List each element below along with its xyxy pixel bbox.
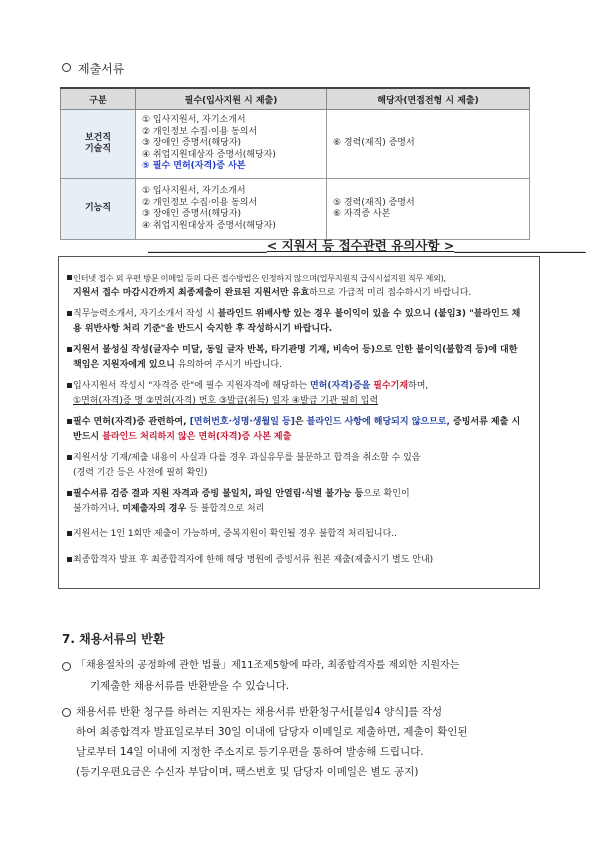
category-cell: 기능직	[61, 179, 136, 240]
notice-item: 최종합격자 발표 후 최종합격자에 한해 해당 병원에 증빙서류 원본 제출(제출시기 별도 안내)	[73, 553, 525, 568]
notice-item: 인터넷 접수 외 우편 방문 이메일 등의 다른 접수방법은 인정하지 않으며(업무지원직 급식시설지원 직무 제외), 지원서 접수 마감시간까지 최종제출이 완료된 지원서만 유효하므로 가급적 미리 접수하시기 바랍니다.	[73, 271, 525, 301]
notice-item: 직무능력소개서, 자기소개서 작성 시 블라인드 위배사항 있는 경우 불이익이 있을 수 있으니 (붙임3) "블라인드 채용 위반사항 처리 기준"을 반드시 숙지한 후 작성하시기 바랍니다.	[73, 307, 525, 337]
section7-title: 7. 채용서류의 반환	[62, 632, 165, 646]
square-bullet-icon	[67, 557, 72, 562]
square-bullet-icon	[67, 347, 72, 352]
category-cell: 보건직 기술직	[61, 110, 136, 179]
required-docs-cell: ① 입사지원서, 자기소개서 ② 개인정보 수집·이용 동의서 ③ 장애인 증명서(해당자) ④ 취업지원대상자 증명서(해당자)	[136, 179, 327, 240]
documents-table	[60, 87, 530, 240]
square-bullet-icon	[67, 383, 72, 388]
notice-title: ___________________< 지원서 등 접수관련 유의사항 >_____________________	[148, 238, 586, 253]
circle-bullet-icon	[62, 708, 71, 717]
notice-item: 지원서상 기재/제출 내용이 사실과 다를 경우 과실유무를 불문하고 합격을 취소할 수 있음 (경력 기간 등은 사전에 필히 확인)	[73, 451, 525, 481]
section7-paragraph: 「채용절차의 공정화에 관한 법률」제11조제5항에 따라, 최종합격자를 제외한 지원자는 기제출한 채용서류를 반환받을 수 있습니다.	[62, 656, 542, 696]
notice-item: 필수 면허(자격)증 관련하여, [면허번호·성명·생월일 등]은 블라인드 사항에 해당되지 않으므로, 증빙서류 제출 시 반드시 블라인드 처리하지 않은 면허(자격)증 사본 제출	[73, 415, 525, 445]
table-row	[61, 179, 530, 240]
square-bullet-icon	[67, 455, 72, 460]
notice-item: 필수서류 검증 결과 지원 자격과 증빙 불일치, 파일 안열림·식별 불가능 등으로 확인이 불가하거나, 미제출자의 경우 등 불합격으로 처리	[73, 487, 525, 517]
applicable-docs-cell: ⑥ 경력(재직) 증명서	[327, 110, 530, 179]
square-bullet-icon	[67, 531, 72, 536]
circle-bullet-icon	[62, 662, 71, 671]
applicable-docs-cell: ⑤ 경력(재직) 증명서 ⑥ 자격증 사본	[327, 179, 530, 240]
notice-item: 지원서는 1인 1회만 제출이 가능하며, 중복지원이 확인될 경우 불합격 처리됩니다..	[73, 527, 525, 542]
notice-item: 입사지원서 작성시 "자격증 란"에 필수 지원자격에 해당하는 면허(자격)증을 필수기재하며, ①면허(자격)증 명 ②면허(자격) 번호 ③발급(취득) 일자 ④발급 기관 필히 입력	[73, 379, 525, 409]
section-title: 제출서류	[62, 60, 124, 77]
circle-bullet-icon	[62, 63, 71, 72]
table-row	[61, 110, 530, 179]
header-applicable: 해당자(면접전형 시 제출)	[327, 88, 530, 110]
notice-item: 지원서 불성실 작성(글자수 미달, 동일 글자 반복, 타기관명 기재, 비속어 등)으로 인한 불이익(불합격 등)에 대한 책임은 지원자에게 있으니 유의하여 주시기 바랍니다.	[73, 343, 525, 373]
required-license-highlight: ⑤ 필수 면허(자격)증 사본	[142, 161, 246, 172]
required-docs-cell: ① 입사지원서, 자기소개서 ② 개인정보 수집·이용 동의서 ③ 장애인 증명서(해당자) ④ 취업지원대상자 증명서(해당자) ⑤ 필수 면허(자격)증 사본	[136, 110, 327, 179]
square-bullet-icon	[67, 311, 72, 316]
notice-box	[58, 256, 540, 589]
table-header-row	[61, 88, 530, 110]
square-bullet-icon	[67, 419, 72, 424]
square-bullet-icon	[67, 491, 72, 496]
section7-paragraph: 채용서류 반환 청구를 하려는 지원자는 채용서류 반환청구서[붙임4 양식]를 작성 하여 최종합격자 발표일로부터 30일 이내에 담당자 이메일로 제출하면, 제출이 확인된 날로부터 14일 이내에 지정한 주소지로 등기우편을 통하여 발송해 드립니다. (등기우편요금은 수신자 부담이며, 팩스번호 및 담당자 이메일은 별도 공지)	[62, 702, 542, 782]
square-bullet-icon	[67, 275, 72, 280]
header-required: 필수(입사지원 시 제출)	[136, 88, 327, 110]
header-category: 구분	[61, 88, 136, 110]
